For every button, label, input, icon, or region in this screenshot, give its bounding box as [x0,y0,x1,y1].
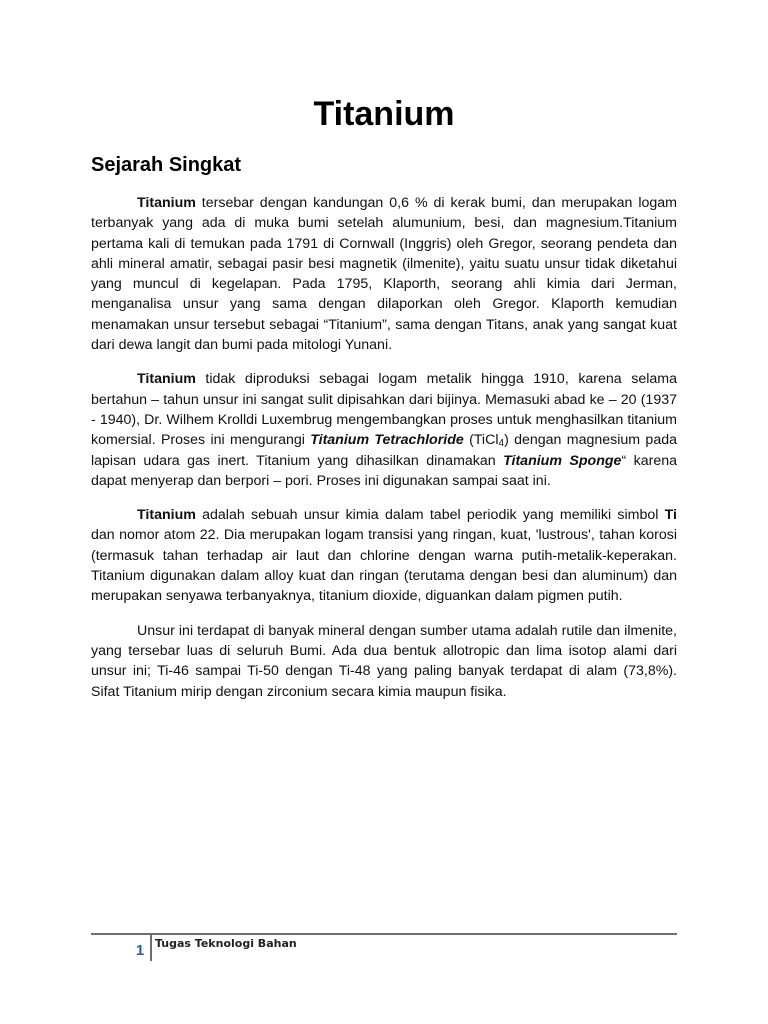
paragraph-2-text-2: (TiCl [463,432,499,449]
paragraph-3 [91,505,677,606]
footer-divider-line [91,933,677,935]
paragraph-1 [91,193,677,355]
term-titanium-tetrachloride: Titanium Tetrachloride [310,432,464,449]
footer-text: Tugas Teknologi Bahan [155,937,297,950]
paragraph-2-text-3: ) dengan magnesium pada lapisan udara gas inert. Titanium yang dihasilkan dinamakan [91,432,677,469]
paragraph-2-text-4: “ karena dapat menyerap dan berpori – pori. Proses ini digunakan sampai saat ini. [91,452,677,489]
paragraph-1-text: tersebar dengan kandungan 0,6 % di kerak bumi, dan merupakan logam terbanyak yang ada di muka bumi setelah alumunium, besi, dan magnesium.Titanium pertama kali di temukan pada 1791 di Cornwall (Inggris) oleh Gregor, seorang pendeta dan ahli mineral amatir, sebagai pasir besi magnetik (ilmenite), yaitu suatu unsur tidak diketahui yang muncul di kegelapan. Pada 1795, Klaporth, seorang ahli kimia dari Jerman, menganalisa unsur yang sama dengan dilaporkan oleh Gregor. Klaporth kemudian menamakan unsur tersebut sebagai “Titanium”, sama dengan Titans, anak yang sangat kuat dari dewa langit dan bumi pada mitologi Yunani. [91,195,677,354]
page-footer [91,933,677,973]
paragraph-1-lead: Titanium [137,195,196,211]
paragraph-2-text-1: tidak diproduksi sebagai logam metalik hingga 1910, karena selama bertahun – tahun unsur ini sangat sulit dipisahkan dari bijinya. Memasuki abad ke – 20 (1937 - 1940), Dr. Wilhem Krolldi Luxembrug mengembangkan proses untuk menghasilkan titanium komersial. Proses ini mengurangi [91,371,677,449]
paragraph-3-text-1: adalah sebuah unsur kimia dalam tabel periodik yang memiliki simbol [195,507,665,524]
element-symbol: Ti [664,507,677,524]
section-heading: Sejarah Singkat [91,154,242,176]
footer-vertical-separator [150,935,152,961]
document-body [91,193,677,716]
paragraph-4-text: Unsur ini terdapat di banyak mineral dengan sumber utama adalah rutile dan ilmenite, yang tersebar luas di seluruh Bumi. Ada dua bentuk allotropic dan lima isotop alami dari unsur ini; Ti-46 sampai Ti-50 dengan Ti-48 yang paling banyak terdapat di alam (73,8%). Sifat Titanium mirip dengan zirconium secara kimia maupun fisika. [91,622,677,700]
paragraph-4 [91,621,677,702]
document-title: Titanium [313,95,455,133]
paragraph-3-text-2: dan nomor atom 22. Dia merupakan logam transisi yang ringan, kuat, 'lustrous', tahan korosi (termasuk tahan terhadap air laut dan chlorine dengan warna putih-metalik-keperakan. Titanium digunakan dalam alloy kuat dan ringan (terutama dengan besi dan aluminum) dan merupakan senyawa terbanyaknya, titanium dioxide, diguankan dalam pigmen putih. [91,527,677,605]
formula-subscript: 4 [498,438,505,450]
paragraph-2 [91,369,677,491]
paragraph-2-lead: Titanium [137,371,196,388]
page-number: 1 [135,942,145,959]
paragraph-3-lead: Titanium [137,507,196,524]
term-titanium-sponge: Titanium Sponge [503,452,622,469]
